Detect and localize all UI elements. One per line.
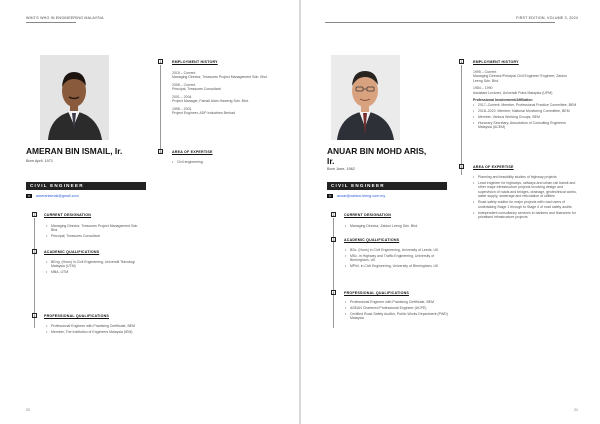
list-item: • Civil engineering — [172, 160, 277, 164]
section-title-employment: EMPLOYMENT HISTORY — [172, 60, 218, 64]
academic-list — [46, 260, 146, 276]
expertise-list — [473, 175, 577, 221]
list-item: • MBA, UTM — [46, 270, 146, 274]
entry-period: 1995 – Current — [473, 70, 497, 74]
list-item: • Professional Engineer with Practising Certificate, BEM — [345, 300, 449, 304]
list-item: • Lead engineer for highways, railways and urban rail transit and other major infrastructure projects involving design and supervision of roads and bridges, drainage, geotechnical works, water supply, sewerage and reticulation of utilities — [473, 181, 577, 199]
entry-period: 1998 – 2001 — [172, 107, 192, 111]
running-header: FIRST EDITION, VOLUME 3, 2024 — [516, 16, 578, 20]
professional-list — [345, 300, 449, 322]
professional-list — [46, 324, 146, 336]
section-title-expertise: AREA OF EXPERTISE — [172, 150, 213, 154]
section-title-professional: PROFESSIONAL QUALIFICATIONS — [344, 291, 409, 295]
right-page — [301, 0, 600, 424]
person-name — [327, 146, 426, 166]
section-number: 4 — [33, 314, 36, 318]
list-item: • ASEAN Chartered Professional Engineer (ACPE) — [345, 306, 449, 310]
timeline-line — [461, 65, 462, 175]
designation-list — [345, 224, 449, 230]
section-title-designation: CURRENT DESIGNATION — [344, 213, 392, 217]
birth-date: Born June, 1962 — [327, 167, 355, 171]
entry-period: 2001 – 2004 — [172, 95, 192, 99]
entry-period: 1984 – 1990 — [473, 86, 493, 91]
employment-entry — [172, 107, 277, 116]
header-rule — [26, 22, 76, 23]
list-item: • 2018–2022: Member, National Monitoring Committee, BEM — [473, 109, 577, 113]
list-item: • Member, The Institution of Engineers Malaysia (IEM) — [46, 330, 146, 334]
employment-entry — [172, 95, 277, 104]
list-item: • Managing Director, Zaidun Leeng Sdn. Bhd. — [345, 224, 449, 228]
employment-list — [172, 71, 277, 119]
email-link[interactable]: ameranisrnail@gmail.com — [36, 194, 79, 198]
timeline-line — [160, 65, 161, 153]
portrait-photo — [331, 55, 400, 140]
section-number: 2 — [33, 213, 36, 217]
list-item: • MSc. in Highway and Traffic Engineering, University of Birmingham, UK — [345, 254, 449, 263]
entry-period: 2008 – Current — [172, 83, 196, 87]
person-name: AMERAN BIN ISMAIL, Ir. — [26, 146, 123, 156]
list-item: • MPhil. in Civil Engineering, University of Birmingham, UK — [345, 264, 449, 268]
section-title-academic: ACADEMIC QUALIFICATIONS — [344, 238, 400, 242]
email-icon: ✉ — [328, 194, 332, 198]
person-name-line: ANUAR BIN MOHD ARIS, — [327, 146, 427, 156]
timeline-line — [333, 218, 334, 328]
academic-list — [345, 248, 449, 270]
list-item: • Principal, Treasures Consultant — [46, 234, 146, 238]
email-link[interactable]: anuar@zaidun-leeng.com.my — [337, 194, 386, 198]
section-title-designation: CURRENT DESIGNATION — [44, 213, 92, 217]
page-number: 21 — [574, 408, 578, 412]
employment-entry — [473, 86, 577, 95]
role-band: CIVIL ENGINEER — [327, 182, 447, 190]
list-item: • Honorary Secretary, Association of Consulting Engineers Malaysia (ACEM) — [473, 121, 577, 130]
section-number: 1 — [460, 60, 463, 64]
employment-entry — [172, 71, 277, 80]
section-number: 3 — [33, 250, 36, 254]
section-title-academic: ACADEMIC QUALIFICATIONS — [44, 250, 100, 254]
header-rule — [325, 22, 555, 23]
running-header: WHO'S WHO IN ENGINEERING MALAYSIA — [26, 16, 104, 20]
entry-detail: Managing Director/Principal Civil Engineer/ Engineer, Zaidun Leeng Sdn. Bhd. — [473, 74, 567, 83]
page-number: 20 — [26, 408, 30, 412]
list-item: • Certified Road Safety Auditor, Public Works Department (PWD) Malaysia — [345, 312, 449, 321]
section-title-employment: EMPLOYMENT HISTORY — [473, 60, 519, 64]
section-title-expertise: AREA OF EXPERTISE — [473, 165, 514, 169]
section-number: 2 — [332, 213, 335, 217]
section-number: 5 — [460, 165, 463, 169]
list-item: • Road safety auditor for major projects with road users of undertaking Stage 1 through to Stage 4 of road safety audits — [473, 200, 577, 209]
list-item: • 2017–Current: Member, Professional Practice Committee, BEM — [473, 103, 577, 107]
entry-detail: Assistant Lecturer, Universiti Putra Malaysia (UPM) — [473, 90, 553, 95]
list-item: • BEng. (Hons) in Civil Engineering, Universiti Teknologi Malaysia (UTM) — [46, 260, 146, 269]
affiliation-list — [473, 103, 577, 130]
birth-date: Born April, 1971 — [26, 159, 54, 163]
list-item: • BSc. (Hons) in Civil Engineering, University of Leeds, UK — [345, 248, 449, 252]
person-name-line: Ir. — [327, 156, 335, 166]
affiliation-heading: Professional Involvement/Affiliation — [473, 98, 533, 103]
list-item: • Member, Various Working Groups, BEM — [473, 115, 577, 119]
designation-list — [46, 224, 146, 240]
section-number: 5 — [159, 150, 162, 154]
section-number: 1 — [159, 60, 162, 64]
list-item: • Managing Director, Treasures Project Management Sdn. Bhd. — [46, 224, 146, 233]
portrait-photo — [40, 55, 109, 140]
employment-list — [473, 70, 577, 131]
role-band: CIVIL ENGINEER — [26, 182, 146, 190]
list-item: • Professional Engineer with Practising Certificate, BEM — [46, 324, 146, 328]
section-title-professional: PROFESSIONAL QUALIFICATIONS — [44, 314, 109, 318]
list-item: • Independent consultancy services to bankers and financiers for privatised infrastructure projects — [473, 211, 577, 220]
entry-detail: Managing Director, Treasures Project Management Sdn. Bhd. — [172, 75, 268, 80]
entry-detail: Principal, Treasures Consultant — [172, 87, 221, 92]
section-number: 4 — [332, 291, 335, 295]
timeline-line — [34, 218, 35, 328]
employment-entry — [172, 83, 277, 92]
entry-detail: Project Engineer, ADP Industries Berhad — [172, 111, 235, 116]
list-item: • Planning and feasibility studies of highway projects — [473, 175, 577, 179]
left-page — [0, 0, 299, 424]
expertise-list — [172, 160, 277, 166]
entry-detail: Project Manager, Famali Alam Haweng Sdn. Bhd. — [172, 99, 249, 104]
entry-period: 2015 – Current — [172, 71, 196, 75]
email-icon: ✉ — [27, 194, 31, 198]
employment-entry — [473, 70, 577, 83]
section-number: 3 — [332, 238, 335, 242]
